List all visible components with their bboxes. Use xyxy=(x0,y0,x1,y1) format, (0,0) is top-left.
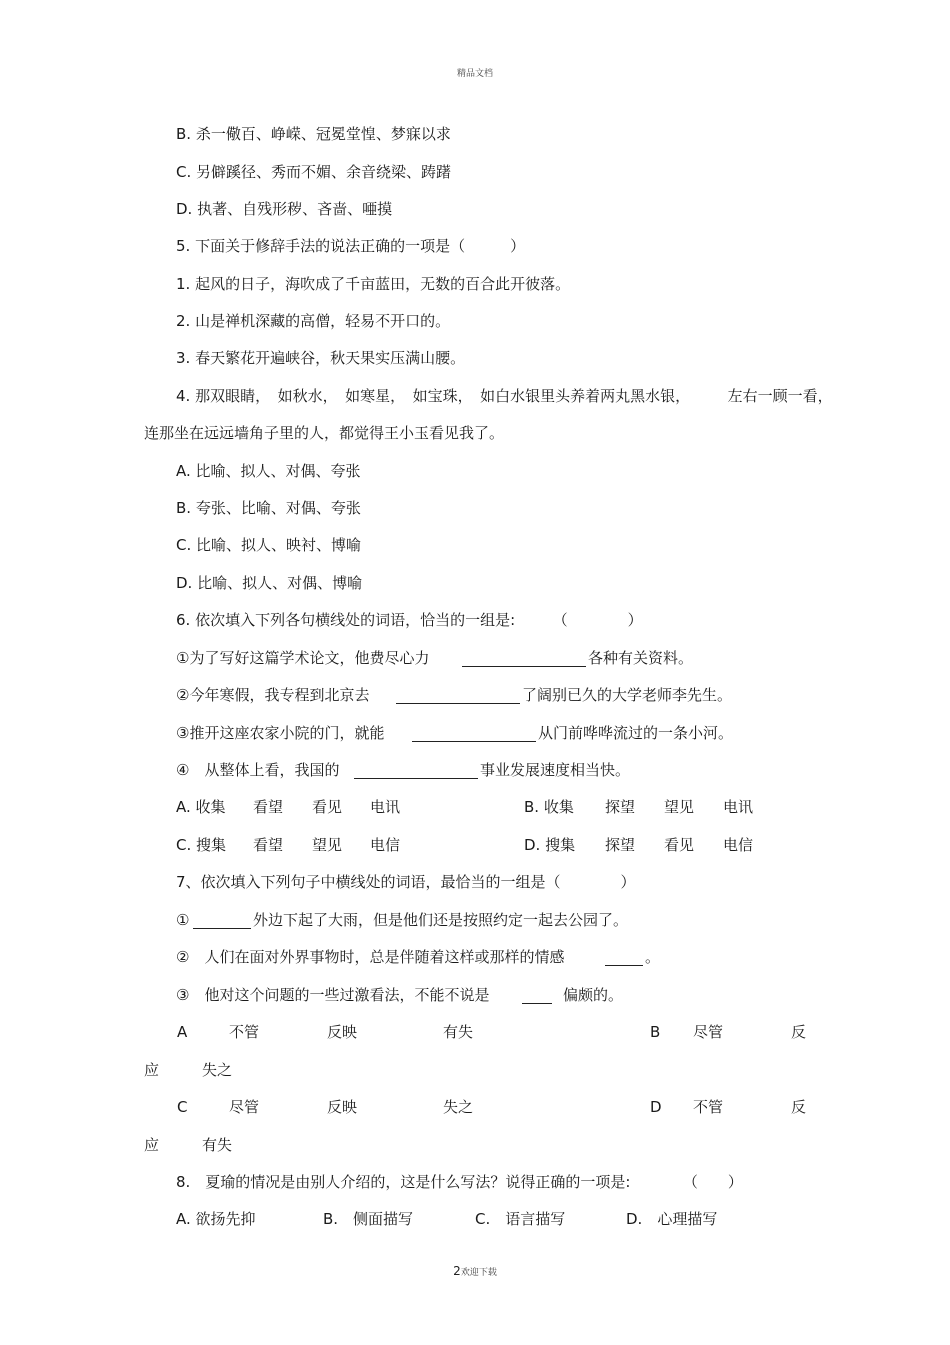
q6-option-c-word: 看望 xyxy=(253,836,284,854)
question-5: 5. 下面关于修辞手法的说法正确的一项是（ ） xyxy=(176,237,526,255)
page-number: 2 xyxy=(453,1264,461,1278)
q6-option-b-word: 探望 xyxy=(605,798,636,816)
q6-sentence-3: ③推开这座农家小院的门，就能 xyxy=(176,724,385,742)
q6-option-b-word: 望见 xyxy=(664,798,695,816)
q6-option-a-word: 看望 xyxy=(253,798,284,816)
fill-blank xyxy=(605,965,643,966)
fill-blank xyxy=(354,778,478,779)
q6-option-c-label: C. 搜集 xyxy=(176,836,227,854)
q6-option-d-label: D. 搜集 xyxy=(524,836,576,854)
q6-option-b-word: 电讯 xyxy=(723,798,754,816)
q6-option-d-word: 电信 xyxy=(723,836,754,854)
question-6: 6. 依次填入下列各句横线处的词语，恰当的一组是: （ ） xyxy=(176,611,643,629)
q5-option-d: D. 比喻、拟人、对偶、博喻 xyxy=(176,574,363,592)
fill-blank xyxy=(462,666,586,667)
q5-option-c: C. 比喻、拟人、映衬、博喻 xyxy=(176,536,362,554)
q5-sentence-4: 4. 那双眼睛， 如秋水， 如寒星， 如宝珠， 如白水银里头养着两丸黑水银， 左右一顾一看， xyxy=(176,387,833,405)
q7-option-d-word-wrap: 应 xyxy=(144,1136,160,1154)
q6-option-a-word: 看见 xyxy=(312,798,343,816)
q7-option-d-word: 反 xyxy=(791,1098,807,1116)
q8-option-b: B. 侧面描写 xyxy=(323,1210,414,1228)
q6-sentence-1: ①为了写好这篇学术论文，他费尽心力 xyxy=(176,649,430,667)
fill-blank xyxy=(522,1003,552,1004)
q6-option-d-word: 看见 xyxy=(664,836,695,854)
option-c-q4: C. 另僻蹊径、秀而不媚、余音绕梁、踌躇 xyxy=(176,163,452,181)
q7-option-b-word: 尽管 xyxy=(693,1023,724,1041)
q7-option-a-word: 不管 xyxy=(229,1023,260,1041)
q7-option-c-word: 尽管 xyxy=(229,1098,260,1116)
q7-option-a-word: 有失 xyxy=(443,1023,474,1041)
q7-option-c-word: 失之 xyxy=(443,1098,474,1116)
q6-option-d-word: 探望 xyxy=(605,836,636,854)
q6-option-a-label: A. 收集 xyxy=(176,798,226,816)
q8-option-a: A. 欲扬先抑 xyxy=(176,1210,256,1228)
q7-option-b-word-wrap: 应 xyxy=(144,1061,160,1079)
page-header: 精品文档 xyxy=(456,69,493,79)
q7-option-b-word: 反 xyxy=(791,1023,807,1041)
q5-sentence-2: 2. 山是禅机深藏的高僧，轻易不开口的。 xyxy=(176,312,451,330)
q7-sentence-1-end: 外边下起了大雨，但是他们还是按照约定一起去公园了。 xyxy=(253,911,629,929)
q6-option-c-word: 望见 xyxy=(312,836,343,854)
q7-option-a-word: 反映 xyxy=(327,1023,358,1041)
q7-option-d-word: 有失 xyxy=(202,1136,233,1154)
q6-option-a-word: 电讯 xyxy=(370,798,401,816)
q5-sentence-4-cont: 连那坐在远远墙角子里的人，都觉得王小玉看见我了。 xyxy=(144,424,505,442)
q6-sentence-4-end: 事业发展速度相当快。 xyxy=(480,761,631,779)
q6-option-b-label: B. 收集 xyxy=(524,798,574,816)
q7-option-c-word: 反映 xyxy=(327,1098,358,1116)
q6-sentence-2-end: 了阔别已久的大学老师李先生。 xyxy=(522,686,733,704)
q7-option-a-label: A xyxy=(177,1023,188,1041)
q6-sentence-2: ②今年寒假，我专程到北京去 xyxy=(176,686,370,704)
q7-option-d-word: 不管 xyxy=(693,1098,724,1116)
page-footer xyxy=(0,1260,950,1279)
q7-option-b-label: B xyxy=(650,1023,661,1041)
q7-sentence-1: ① xyxy=(176,911,190,929)
q7-option-d-label: D xyxy=(650,1098,662,1116)
q8-option-d: D. 心理描写 xyxy=(626,1210,718,1228)
q5-option-a: A. 比喻、拟人、对偶、夸张 xyxy=(176,462,361,480)
fill-blank xyxy=(412,741,536,742)
q7-option-b-word: 失之 xyxy=(202,1061,233,1079)
q7-sentence-2: ② 人们在面对外界事物时，总是伴随着这样或那样的情感 xyxy=(176,948,565,966)
option-d-q4: D. 执著、自残形秽、吝啬、唖摸 xyxy=(176,200,393,218)
q7-option-c-label: C xyxy=(177,1098,188,1116)
question-7: 7、依次填入下列句子中横线处的词语，最恰当的一组是（ ） xyxy=(176,873,636,891)
fill-blank xyxy=(396,703,520,704)
q7-sentence-2-end: 。 xyxy=(645,948,661,966)
q6-sentence-3-end: 从门前哗哗流过的一条小河。 xyxy=(538,724,734,742)
q5-sentence-3: 3. 春天繁花开遍峡谷，秋天果实压满山腰。 xyxy=(176,349,466,367)
q7-sentence-3-end: 偏颇的。 xyxy=(563,986,624,1004)
q7-sentence-3: ③ 他对这个问题的一些过激看法，不能不说是 xyxy=(176,986,490,1004)
q6-option-c-word: 电信 xyxy=(370,836,401,854)
q8-option-c: C. 语言描写 xyxy=(475,1210,566,1228)
q6-sentence-4: ④ 从整体上看，我国的 xyxy=(176,761,340,779)
footer-text: 欢迎下载 xyxy=(460,1268,497,1278)
question-8: 8. 夏瑜的情况是由别人介绍的，这是什么写法？说得正确的一项是: （ ） xyxy=(176,1173,743,1191)
fill-blank xyxy=(193,928,251,929)
q5-sentence-1: 1. 起风的日子，海吹成了千亩蓝田，无数的百合此开彼落。 xyxy=(176,275,571,293)
q6-sentence-1-end: 各种有关资料。 xyxy=(588,649,694,667)
option-b-q4: B. 杀一儆百、峥嵘、冠冕堂惶、梦寐以求 xyxy=(176,125,451,143)
q5-option-b: B. 夸张、比喻、对偶、夸张 xyxy=(176,499,361,517)
